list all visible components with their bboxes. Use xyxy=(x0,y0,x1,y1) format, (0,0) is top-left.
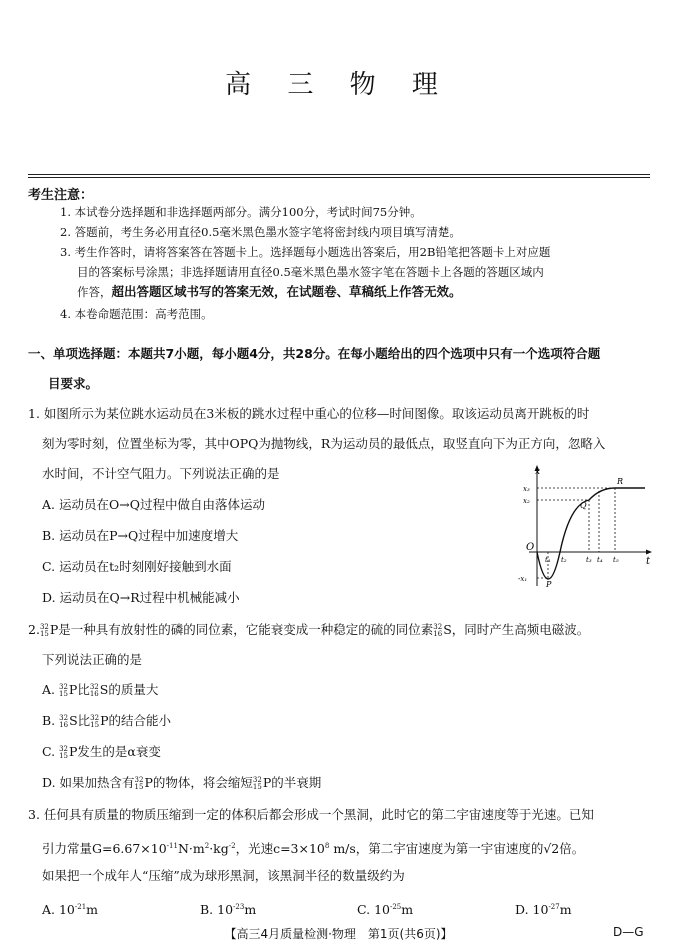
mass-number: 32 xyxy=(433,623,443,631)
graph-y-tick: x₃ xyxy=(523,485,530,493)
section-heading: 目要求。 xyxy=(48,376,99,391)
notice-item: 1. 本试卷分选择题和非选择题两部分。满分100分，考试时间75分钟。 xyxy=(60,205,422,219)
question-3-option-d xyxy=(515,897,572,920)
exponent: -27 xyxy=(548,903,560,911)
question-3-stem xyxy=(42,836,584,859)
notice-heading: 考生注意： xyxy=(28,188,94,203)
stem-text: 引力常量G=6.67×10 xyxy=(42,841,167,857)
question-3-stem: 如果把一个成年人“压缩”成为球形黑洞，该黑洞半径的数量级约为 xyxy=(42,868,405,883)
footer-center: 【高三4月质量检测·物理 第1页(共6页)】 xyxy=(224,927,453,941)
element-symbol: S xyxy=(443,622,452,637)
question-3-option-b xyxy=(200,897,256,920)
graph-y-tick: -x₁ xyxy=(518,575,528,583)
unit: m xyxy=(401,902,414,918)
unit: m xyxy=(244,902,257,918)
question-3-option-c xyxy=(357,897,413,920)
exponent: -11 xyxy=(166,842,178,850)
option-text: 比 xyxy=(77,713,91,728)
mass-number: 32 xyxy=(252,776,262,784)
notice-bold-warning: 超出答题区域书写的答案无效，在试题卷、草稿纸上作答无效。 xyxy=(111,284,462,299)
option-text: 比 xyxy=(77,682,90,697)
stem-text: ，光速c=3×10 xyxy=(235,841,325,857)
page-title: 高 三 物 理 xyxy=(225,70,452,100)
question-1-option-b: B. 运动员在P→Q过程中加速度增大 xyxy=(42,528,239,543)
question-3-option-a xyxy=(42,897,98,920)
sqrt-two: √2 xyxy=(543,841,560,857)
mass-number: 32 xyxy=(39,623,49,631)
mass-number: 32 xyxy=(59,714,69,722)
graph-point-r: R xyxy=(617,477,624,486)
stem-text: 是一种具有放射性的磷的同位素，它能衰变成一种稳定的硫的同位素 xyxy=(58,622,434,637)
isotope-notation xyxy=(59,746,68,760)
graph-point-p: P xyxy=(546,580,552,589)
element-symbol: S xyxy=(69,713,78,728)
question-1-option-c: C. 运动员在t₂时刻刚好接触到水面 xyxy=(42,559,232,574)
graph-origin-label: O xyxy=(526,542,535,553)
question-3-stem: 3. 任何具有质量的物质压缩到一定的体积后都会形成一个黑洞，此时它的第二宇宙速度等于光速。已知 xyxy=(28,807,594,822)
exponent: 8 xyxy=(324,842,330,850)
option-label: B. xyxy=(42,713,60,728)
stem-text: 倍。 xyxy=(559,841,585,857)
option-label: C. xyxy=(42,744,60,759)
option-label: A. xyxy=(42,682,59,697)
element-symbol: P xyxy=(262,775,272,790)
mass-number: 32 xyxy=(134,776,144,784)
element-symbol: P xyxy=(69,744,78,759)
atomic-number: 16 xyxy=(59,721,69,729)
atomic-number: 15 xyxy=(39,630,49,638)
isotope-notation xyxy=(433,624,442,638)
graph-y-tick: x₂ xyxy=(523,497,530,505)
option-text: 的结合能小 xyxy=(108,713,172,728)
notice-item-text: 作答， xyxy=(77,285,112,299)
graph-x-tick: t₃ xyxy=(586,556,592,564)
isotope-notation xyxy=(59,715,68,729)
element-symbol: P xyxy=(68,682,78,697)
option-text: B. 10 xyxy=(200,902,234,918)
element-symbol: S xyxy=(99,682,109,697)
mass-number: 32 xyxy=(89,683,99,691)
option-text: D. 如果加热含有 xyxy=(42,775,135,790)
notice-item: 4. 本卷命题范围：高考范围。 xyxy=(60,307,213,321)
position-time-graph xyxy=(515,464,655,589)
graph-y-label: x xyxy=(535,467,541,477)
option-text: D. 10 xyxy=(515,902,549,918)
mass-number: 32 xyxy=(90,714,100,722)
stem-text: ，同时产生高频电磁波。 xyxy=(451,622,590,637)
graph-x-tick: t₁ xyxy=(545,556,551,564)
question-2-option-d xyxy=(42,773,321,793)
notice-item: 目的答案标号涂黑；非选择题请用直径0.5毫米黑色墨水签字笔在答题卡上各题的答题区域内 xyxy=(77,265,544,279)
option-text: C. 10 xyxy=(357,902,390,918)
exponent: 2 xyxy=(204,842,210,850)
option-text: 发生的是α衰变 xyxy=(77,744,161,759)
isotope-notation xyxy=(253,777,262,791)
divider xyxy=(28,177,650,178)
notice-item xyxy=(77,282,462,302)
stem-text: m/s，第二宇宙速度为第一宇宙速度的 xyxy=(329,841,544,857)
isotope-notation xyxy=(90,715,99,729)
exponent: -23 xyxy=(233,903,245,911)
stem-text: N·m xyxy=(177,841,205,857)
exponent: -21 xyxy=(74,903,87,911)
divider xyxy=(28,174,650,175)
element-symbol: P xyxy=(49,622,59,637)
graph-x-tick: t₅ xyxy=(613,556,619,564)
question-2-option-b xyxy=(42,711,171,731)
isotope-notation xyxy=(40,624,49,638)
option-text: A. 10 xyxy=(42,902,75,918)
question-2-option-c xyxy=(42,742,161,762)
element-symbol: P xyxy=(144,775,153,790)
atomic-number: 15 xyxy=(59,752,68,760)
exponent: -2 xyxy=(228,842,236,850)
atomic-number: 15 xyxy=(58,690,68,698)
notice-item: 3. 考生作答时，请将答案答在答题卡上。选择题每小题选出答案后，用2B铅笔把答题卡上对应题 xyxy=(60,245,551,259)
question-1-stem: 刻为零时刻，位置坐标为零，其中OPQ为抛物线，R为运动员的最低点，取竖直向下为正方向，忽略入 xyxy=(42,436,606,451)
graph-x-arrow xyxy=(646,550,652,555)
question-1-stem: 1. 如图所示为某位跳水运动员在3米板的跳水过程中重心的位移—时间图像。取该运动员离开跳板的时 xyxy=(28,406,590,421)
isotope-notation xyxy=(59,684,68,698)
section-heading: 一、单项选择题：本题共7小题，每小题4分，共28分。在每小题给出的四个选项中只有一个选项符合题 xyxy=(28,346,601,361)
question-2-stem: 下列说法正确的是 xyxy=(42,652,143,667)
element-symbol: P xyxy=(100,713,109,728)
atomic-number: 15 xyxy=(252,783,262,791)
atomic-number: 16 xyxy=(89,690,99,698)
option-text: 的物体，将会缩短 xyxy=(152,775,253,790)
question-1-option-d: D. 运动员在Q→R过程中机械能减小 xyxy=(42,590,240,605)
question-2-option-a xyxy=(42,680,158,700)
question-number: 2. xyxy=(28,622,40,637)
atomic-number: 15 xyxy=(90,721,100,729)
isotope-notation xyxy=(135,777,144,791)
graph-x-label: t xyxy=(646,556,651,567)
isotope-notation xyxy=(90,684,99,698)
footer-code: D—G xyxy=(613,925,644,939)
exponent: -25 xyxy=(389,903,402,911)
question-1-option-a: A. 运动员在O→Q过程中做自由落体运动 xyxy=(42,497,265,512)
atomic-number: 16 xyxy=(433,630,443,638)
notice-item: 2. 答题前，考生务必用直径0.5毫米黑色墨水签字笔将密封线内项目填写清楚。 xyxy=(60,225,461,239)
stem-text: ·kg xyxy=(209,841,229,857)
unit: m xyxy=(86,902,99,918)
graph-x-tick: t₂ xyxy=(561,556,567,564)
mass-number: 32 xyxy=(58,683,68,691)
graph-point-q: Q xyxy=(580,501,587,510)
mass-number: 32 xyxy=(59,745,68,753)
question-1-stem: 水时间，不计空气阻力。下列说法正确的是 xyxy=(42,466,280,481)
option-text: 的质量大 xyxy=(108,682,159,697)
unit: m xyxy=(559,902,572,918)
graph-curve xyxy=(537,488,645,579)
question-2-stem xyxy=(28,620,589,640)
atomic-number: 15 xyxy=(134,783,144,791)
option-text: 的半衰期 xyxy=(271,775,322,790)
graph-x-tick: t₄ xyxy=(597,556,603,564)
